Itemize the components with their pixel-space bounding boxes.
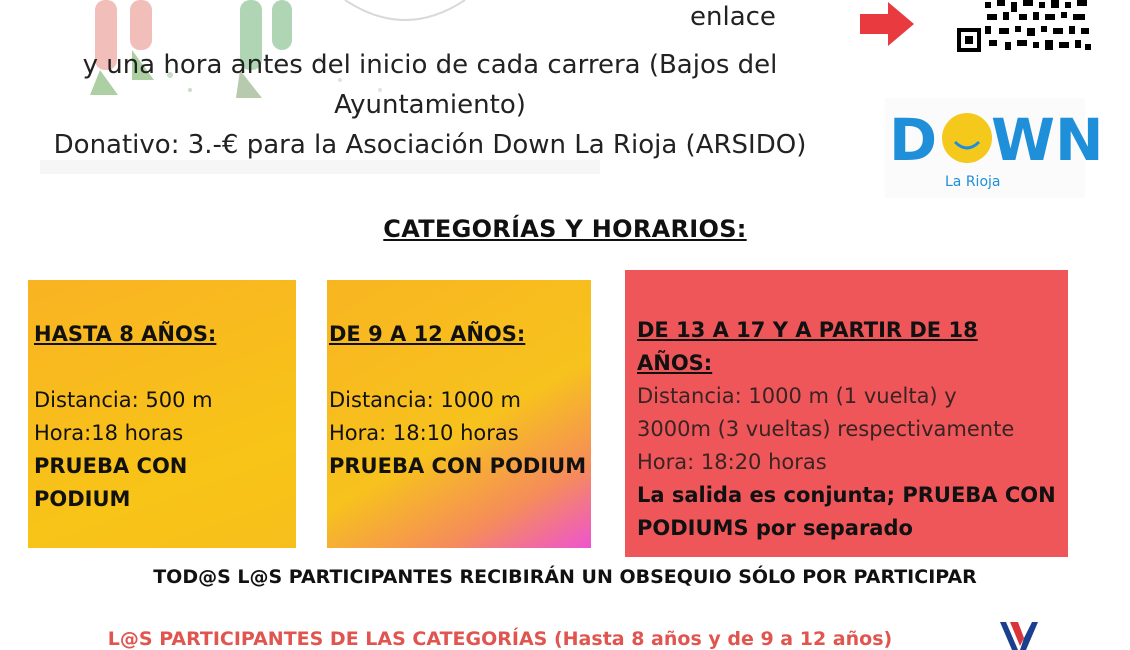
logo-subtitle: La Rioja [945,174,1001,190]
category-podium: PRUEBA CON PODIUM [34,454,188,511]
svg-text:WN: WN [991,106,1104,174]
category-title: DE 9 A 12 AÑOS: [329,322,526,346]
category-podium: La salida es conjunta; PRUEBA CON [637,483,1056,507]
intro-line: y una hora antes del inicio de cada carrera (Bajos del [82,50,778,80]
category-distance: Distancia: 500 m [34,388,213,412]
category-podium: PRUEBA CON PODIUM [329,454,587,478]
category-title: DE 13 A 17 Y A PARTIR DE 18 AÑOS: [637,318,978,375]
category-time: Hora: 18:20 horas [637,450,827,474]
category-time: Hora:18 horas [34,421,184,445]
arrow-right-icon [858,0,916,48]
category-podium: PODIUMS por separado [637,516,913,540]
category-box-under-8 [28,280,296,548]
intro-line: Ayuntamiento) [334,90,526,120]
category-title: HASTA 8 AÑOS: [34,322,217,346]
gift-note: TOD@S L@S PARTICIPANTES RECIBIRÁN UN OBSEQUIO SÓLO POR PARTICIPAR [153,566,977,588]
sponsor-v-logo [998,620,1046,650]
categories-title: CATEGORÍAS Y HORARIOS: [383,215,747,243]
qr-code-icon[interactable] [955,0,1093,55]
category-box-13-plus [625,270,1068,557]
down-la-rioja-logo [885,98,1104,198]
category-box-9-12 [327,280,591,548]
category-distance: Distancia: 1000 m [329,388,521,412]
svg-text:D: D [889,106,940,174]
link-word: enlace [690,2,776,32]
category-distance: 3000m (3 vueltas) respectivamente [637,417,1015,441]
donation-line: Donativo: 3.-€ para la Asociación Down La Rioja (ARSIDO) [53,130,807,160]
bottom-note: L@S PARTICIPANTES DE LAS CATEGORÍAS (Hasta 8 años y de 9 a 12 años) [107,628,893,650]
intro-text [0,45,860,165]
category-distance: Distancia: 1000 m (1 vuelta) y [637,384,957,408]
category-time: Hora: 18:10 horas [329,421,519,445]
